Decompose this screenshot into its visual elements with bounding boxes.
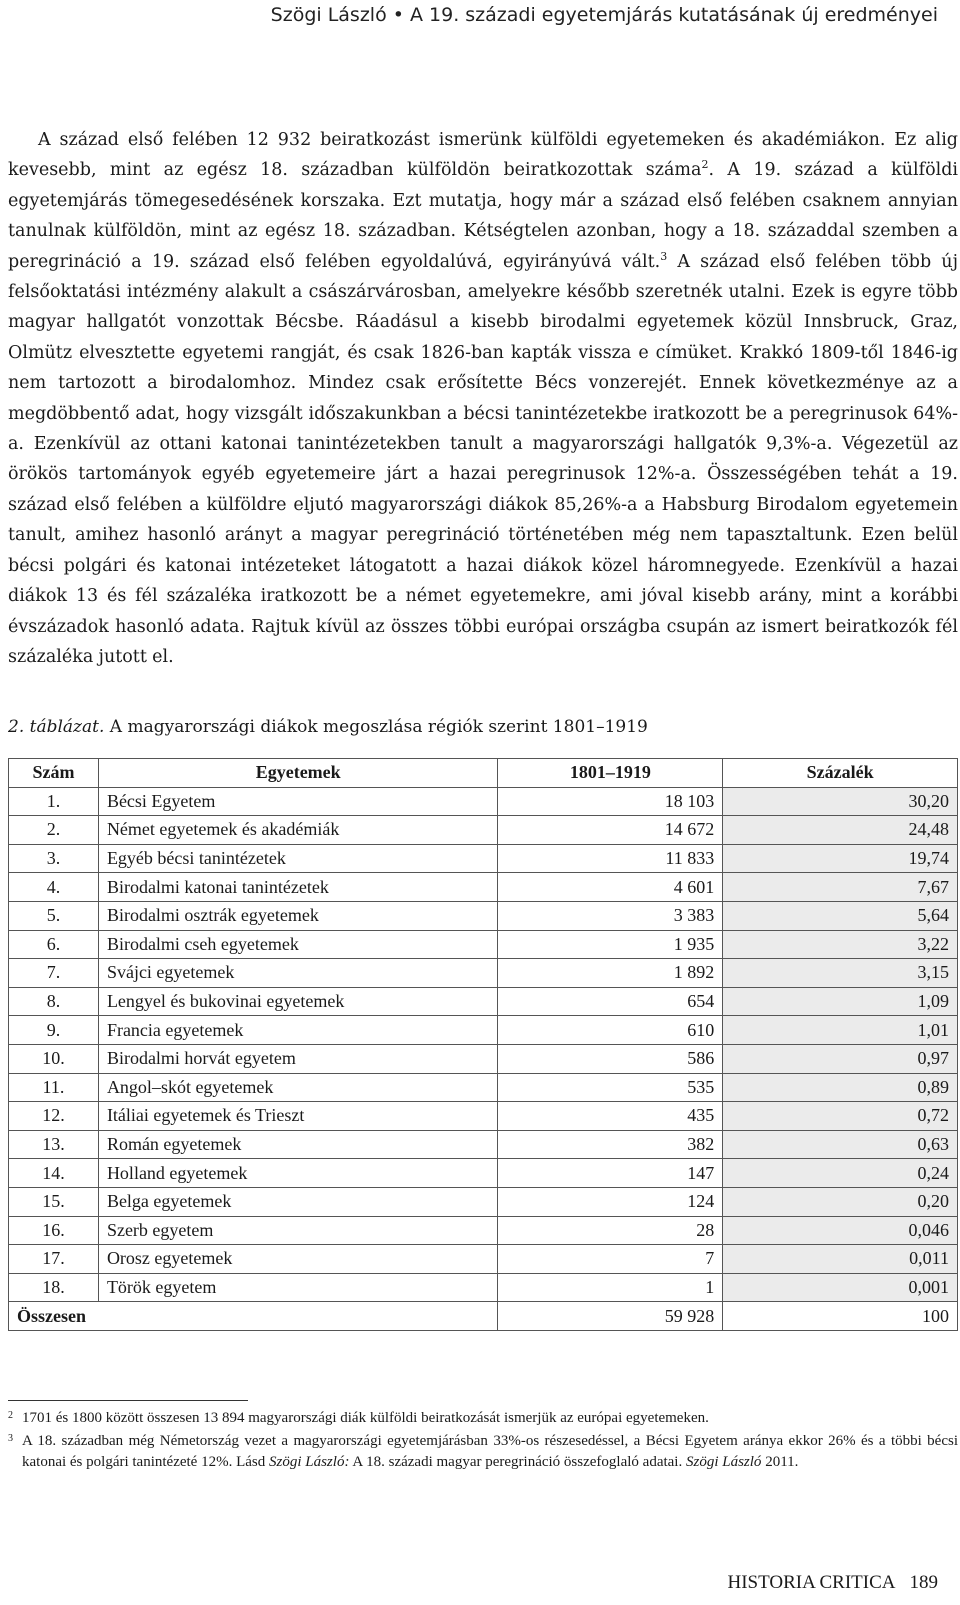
- row-percent: 3,15: [723, 959, 958, 988]
- table-row: [9, 1102, 958, 1131]
- table-row: [9, 1216, 958, 1245]
- footnote-divider: [8, 1400, 248, 1401]
- row-count: 11 833: [498, 844, 723, 873]
- row-count: 610: [498, 1016, 723, 1045]
- row-count: 147: [498, 1159, 723, 1188]
- table-row: [9, 930, 958, 959]
- paragraph-text: . A 19. század a külföldi egyetemjárás tömegesedésének korszaka. Ezt mutatja, hogy már a század első felében csaknem annyian tanulnak külföldön, mint az egész 18. században. Kétségtelen azonban, hogy a 18. századdal szemben a peregrináció a 19. század első felében egyoldalúvá, egyirányúvá vált.: [8, 160, 959, 272]
- row-percent: 0,046: [723, 1216, 958, 1245]
- row-number: 4.: [9, 873, 99, 902]
- table-caption: [8, 717, 648, 737]
- row-number: 2.: [9, 816, 99, 845]
- row-number: 10.: [9, 1044, 99, 1073]
- header-percent: Százalék: [723, 759, 958, 788]
- table-row: [9, 816, 958, 845]
- page-footer: [727, 1572, 938, 1594]
- row-count: 124: [498, 1187, 723, 1216]
- paragraph-1: [8, 125, 958, 672]
- row-count: 382: [498, 1130, 723, 1159]
- total-percent: 100: [723, 1302, 958, 1331]
- row-count: 1 935: [498, 930, 723, 959]
- row-university: Egyéb bécsi tanintézetek: [98, 844, 498, 873]
- row-number: 8.: [9, 987, 99, 1016]
- row-university: Francia egyetemek: [98, 1016, 498, 1045]
- row-percent: 0,011: [723, 1245, 958, 1274]
- row-number: 13.: [9, 1130, 99, 1159]
- footnote-ref-2[interactable]: 2: [701, 158, 709, 172]
- row-percent: 0,72: [723, 1102, 958, 1131]
- row-number: 7.: [9, 959, 99, 988]
- row-percent: 0,20: [723, 1187, 958, 1216]
- row-number: 1.: [9, 787, 99, 816]
- footnote-ref-3[interactable]: 3: [660, 249, 668, 263]
- row-university: Lengyel és bukovinai egyetemek: [98, 987, 498, 1016]
- table-row: [9, 959, 958, 988]
- row-number: 14.: [9, 1159, 99, 1188]
- row-number: 6.: [9, 930, 99, 959]
- row-number: 12.: [9, 1102, 99, 1131]
- table-row: [9, 873, 958, 902]
- footnote-mark: 2: [8, 1410, 13, 1421]
- table-row: [9, 1130, 958, 1159]
- row-count: 1 892: [498, 959, 723, 988]
- row-number: 9.: [9, 1016, 99, 1045]
- table-row: [9, 1159, 958, 1188]
- journal-name: HISTORIA CRITICA: [727, 1572, 896, 1593]
- row-count: 654: [498, 987, 723, 1016]
- row-percent: 0,001: [723, 1273, 958, 1302]
- row-university: Birodalmi katonai tanintézetek: [98, 873, 498, 902]
- table-row: [9, 787, 958, 816]
- row-university: Szerb egyetem: [98, 1216, 498, 1245]
- table-row: [9, 1245, 958, 1274]
- row-count: 4 601: [498, 873, 723, 902]
- row-percent: 0,97: [723, 1044, 958, 1073]
- total-label: Összesen: [9, 1302, 498, 1331]
- table-row: [9, 1273, 958, 1302]
- row-percent: 1,09: [723, 987, 958, 1016]
- row-percent: 24,48: [723, 816, 958, 845]
- row-university: Birodalmi osztrák egyetemek: [98, 901, 498, 930]
- total-count: 59 928: [498, 1302, 723, 1331]
- row-percent: 0,63: [723, 1130, 958, 1159]
- row-university: Svájci egyetemek: [98, 959, 498, 988]
- row-percent: 3,22: [723, 930, 958, 959]
- row-number: 17.: [9, 1245, 99, 1274]
- row-percent: 19,74: [723, 844, 958, 873]
- footnote-2: [8, 1408, 958, 1429]
- students-by-region-table: [8, 758, 958, 1331]
- row-university: Holland egyetemek: [98, 1159, 498, 1188]
- paragraph-text: A század első felében 12 932 beiratkozást ismerünk külföldi egyetemeken és akadémiákon. Ez alig kevesebb, mint az egész 18. században külföldön beiratkozottak száma: [8, 130, 958, 181]
- row-university: Német egyetemek és akadémiák: [98, 816, 498, 845]
- table-row: [9, 844, 958, 873]
- row-count: 3 383: [498, 901, 723, 930]
- page-number: 189: [909, 1572, 938, 1593]
- row-university: Itáliai egyetemek és Trieszt: [98, 1102, 498, 1131]
- row-university: Angol–skót egyetemek: [98, 1073, 498, 1102]
- row-number: 18.: [9, 1273, 99, 1302]
- table-row: [9, 987, 958, 1016]
- row-university: Birodalmi horvát egyetem: [98, 1044, 498, 1073]
- table-total-row: [9, 1302, 958, 1331]
- row-number: 5.: [9, 901, 99, 930]
- row-count: 1: [498, 1273, 723, 1302]
- row-percent: 0,24: [723, 1159, 958, 1188]
- row-university: Bécsi Egyetem: [98, 787, 498, 816]
- row-count: 7: [498, 1245, 723, 1274]
- footnote-3: [8, 1431, 958, 1473]
- row-number: 11.: [9, 1073, 99, 1102]
- footnote-text: A 18. századi magyar peregrináció összefoglaló adatai.: [349, 1454, 686, 1470]
- table-row: [9, 1016, 958, 1045]
- row-university: Román egyetemek: [98, 1130, 498, 1159]
- table-row: [9, 1187, 958, 1216]
- footnote-text: A 18. században még Németország vezet a magyarországi egyetemjárásban 33%-os részesedéssel, a Bécsi Egyetem aránya ekkor 26% és a többi bécsi katonai és polgári tanintézeté 12%. Lásd: [22, 1433, 958, 1470]
- header-university: Egyetemek: [98, 759, 498, 788]
- row-number: 16.: [9, 1216, 99, 1245]
- footnote-text: 2011.: [761, 1454, 799, 1470]
- row-count: 435: [498, 1102, 723, 1131]
- row-university: Orosz egyetemek: [98, 1245, 498, 1274]
- row-percent: 30,20: [723, 787, 958, 816]
- row-university: Török egyetem: [98, 1273, 498, 1302]
- row-percent: 1,01: [723, 1016, 958, 1045]
- footnote-author: Szögi László:: [269, 1454, 350, 1470]
- row-count: 535: [498, 1073, 723, 1102]
- footnote-mark: 3: [8, 1433, 13, 1444]
- row-count: 14 672: [498, 816, 723, 845]
- header-num: Szám: [9, 759, 99, 788]
- footnote-author: Szögi László: [685, 1454, 762, 1470]
- table-caption-text: A magyarországi diákok megoszlása régiók szerint 1801–1919: [104, 717, 648, 737]
- body-text: [8, 125, 958, 672]
- table-caption-label: 2. táblázat.: [8, 717, 105, 737]
- running-head: Szögi László • A 19. századi egyetemjárás kutatásának új eredményei: [270, 4, 938, 26]
- footnotes: [8, 1408, 958, 1475]
- row-count: 586: [498, 1044, 723, 1073]
- table-row: [9, 1044, 958, 1073]
- row-percent: 5,64: [723, 901, 958, 930]
- row-number: 15.: [9, 1187, 99, 1216]
- row-count: 18 103: [498, 787, 723, 816]
- row-count: 28: [498, 1216, 723, 1245]
- table-header-row: [9, 759, 958, 788]
- row-university: Birodalmi cseh egyetemek: [98, 930, 498, 959]
- row-university: Belga egyetemek: [98, 1187, 498, 1216]
- row-percent: 0,89: [723, 1073, 958, 1102]
- row-percent: 7,67: [723, 873, 958, 902]
- header-period: 1801–1919: [498, 759, 723, 788]
- footnote-text: 1701 és 1800 között összesen 13 894 magyarországi diák külföldi beiratkozását ismerjük az európai egyetemeken.: [22, 1410, 709, 1426]
- table-row: [9, 1073, 958, 1102]
- row-number: 3.: [9, 844, 99, 873]
- table-row: [9, 901, 958, 930]
- paragraph-text: A század első felében több új felsőoktatási intézmény alakult a császárvárosban, amelyekre később szeretnék utalni. Ezek is egyre több magyar hallgatót vonzottak Bécsbe. Ráadásul a kisebb birodalmi egyetemek közül Innsbruck, Graz, Olmütz elvesztette egyetemi rangját, és csak 1826-ban kapták vissza e címüket. Krakkó 1809-től 1846-ig nem tartozott a birodalomhoz. Mindez csak erősítette Bécs vonzerejét. Ennek következménye az a megdöbbentő adat, hogy vizsgált időszakunkban a bécsi tanintézetekbe iratkozott be a peregrinusok 64%-a. Ezenkívül az ottani katonai tanintézetekben tanult a magyarországi hallgatók 9,3%-a. Végezetül az örökös tartományok egyéb egyetemeire járt a hazai peregrinusok 12%-a. Összességében tehát a 19. század első felében a külföldre eljutó magyarországi diákok 85,26%-a a Habsburg Birodalom egyetemein tanult, amihez hasonló arányt a magyar peregrináció történetében még nem tapasztaltunk. Ezen belül bécsi polgári és katonai intézeteket látogatott a hazai diákok közel háromnegyede. Ezenkívül a hazai diákok 13 és fél százaléka iratkozott be a német egyetemekre, ami jóval kisebb arány, mint a korábbi évszázadok hasonló adata. Rajtuk kívül az összes többi európai országba csupán az ismert beiratkozók fél százaléka jutott el.: [8, 251, 958, 667]
